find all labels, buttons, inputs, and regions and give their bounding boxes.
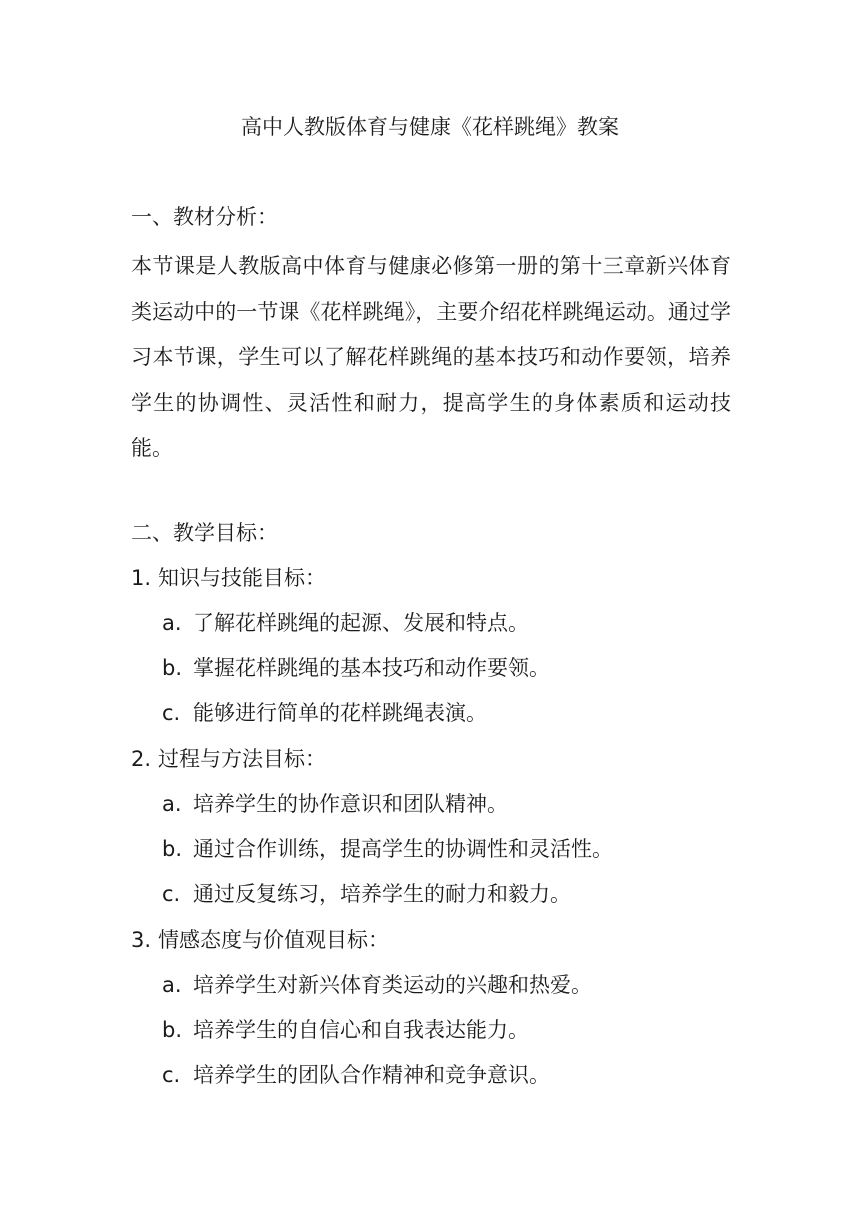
sub-objective-marker: c. — [162, 1063, 181, 1087]
section-heading-textbook-analysis: 一、教材分析： — [131, 205, 278, 229]
sub-objective-text: 培养学生的自信心和自我表达能力。 — [193, 1018, 529, 1042]
objective-label: 情感态度与价值观目标： — [158, 928, 389, 952]
section-heading-teaching-objectives: 二、教学目标： — [131, 521, 278, 545]
sub-objective-marker: a. — [162, 611, 182, 635]
sub-objective-text: 通过反复练习，培养学生的耐力和毅力。 — [193, 882, 571, 906]
objective-item — [131, 925, 389, 955]
sub-objective-marker: b. — [162, 656, 183, 680]
sub-objective-marker: c. — [162, 701, 181, 725]
objective-number: 1. — [131, 566, 152, 590]
objective-number: 3. — [131, 928, 152, 952]
sub-objective-marker: a. — [162, 973, 182, 997]
sub-objective-text: 培养学生对新兴体育类运动的兴趣和热爱。 — [193, 973, 592, 997]
objective-item — [131, 744, 326, 774]
document-title: 高中人教版体育与健康《花样跳绳》教案 — [241, 115, 619, 139]
sub-objective-item — [162, 608, 529, 638]
sub-objective-marker: c. — [162, 882, 181, 906]
sub-objective-item — [162, 789, 508, 819]
objective-label: 知识与技能目标： — [158, 566, 326, 590]
objective-label: 过程与方法目标： — [158, 747, 326, 771]
sub-objective-item — [162, 698, 487, 728]
objective-item — [131, 563, 326, 593]
sub-objective-text: 通过合作训练，提高学生的协调性和灵活性。 — [193, 837, 613, 861]
sub-objective-text: 能够进行简单的花样跳绳表演。 — [193, 701, 487, 725]
objective-number: 2. — [131, 747, 152, 771]
sub-objective-item — [162, 1015, 529, 1045]
sub-objective-item — [162, 653, 550, 683]
sub-objective-item — [162, 1060, 550, 1090]
sub-objective-marker: b. — [162, 1018, 183, 1042]
textbook-analysis-paragraph: 本节课是人教版高中体育与健康必修第一册的第十三章新兴体育类运动中的一节课《花样跳绳》，主要介绍花样跳绳运动。通过学习本节课，学生可以了解花样跳绳的基本技巧和动作要领，培养学生的协调性、灵活性和耐力，提高学生的身体素质和运动技能。 — [131, 254, 731, 460]
sub-objective-item — [162, 879, 571, 909]
sub-objective-item — [162, 970, 592, 1000]
sub-objective-text: 掌握花样跳绳的基本技巧和动作要领。 — [193, 656, 550, 680]
sub-objective-text: 培养学生的协作意识和团队精神。 — [193, 792, 508, 816]
sub-objective-marker: b. — [162, 837, 183, 861]
sub-objective-marker: a. — [162, 792, 182, 816]
sub-objective-text: 了解花样跳绳的起源、发展和特点。 — [193, 611, 529, 635]
sub-objective-item — [162, 834, 613, 864]
sub-objective-text: 培养学生的团队合作精神和竞争意识。 — [193, 1063, 550, 1087]
